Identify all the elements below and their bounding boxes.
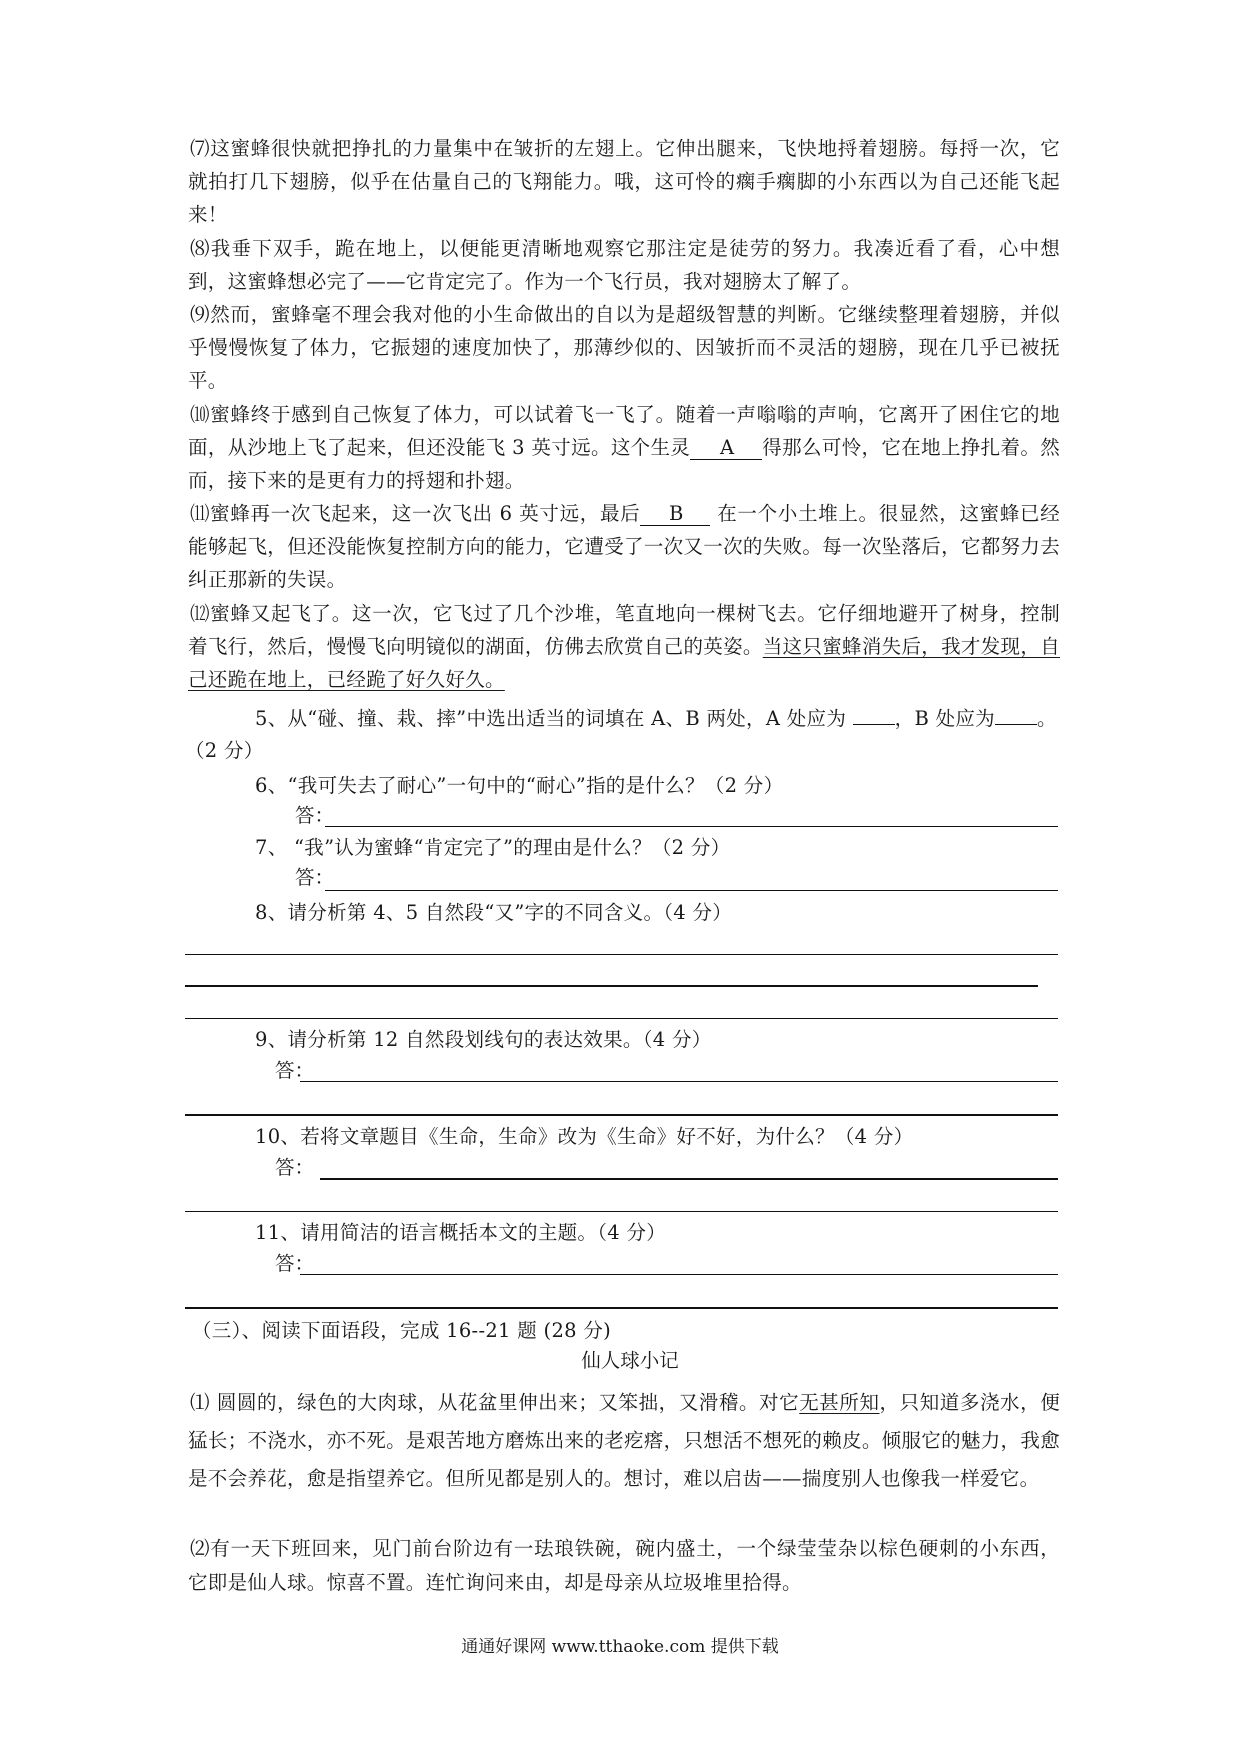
answer-line-8b[interactable] — [185, 985, 1038, 987]
question-7: 7、 “我”认为蜜蜂“肯定完了”的理由是什么？（2 分） — [255, 836, 731, 859]
paragraph-11 — [188, 497, 1060, 596]
question-5-score: （2 分） — [185, 739, 264, 762]
paragraph-8: ⑻我垂下双手，跪在地上，以便能更清晰地观察它那注定是徒劳的努力。我凑近看了看，心中想到，这蜜蜂想必完了——它肯定完了。作为一个飞行员，我对翅膀太了解了。 — [188, 237, 1060, 293]
page-footer: 通通好课网 www.tthaoke.com 提供下载 — [461, 1637, 779, 1657]
answer-line-11b[interactable] — [185, 1307, 1058, 1309]
paragraph-11-text-b: 在一个小土堆上。很显然，这蜜蜂已经能够起飞，但还没能恢复控制方向的能力，它遭受了一次又一次的失败。每一次坠落后，它都努力去纠正那新的失误。 — [188, 502, 1060, 591]
answer-line-10b[interactable] — [185, 1211, 1058, 1212]
section-3-paragraph-1-text-a: ⑴ 圆圆的，绿色的大肉球，从花盆里伸出来；又笨拙，又滑稽。对它 — [190, 1391, 800, 1414]
underlined-sentence: 当这只蜜蜂消失后，我才发现，自己还跪在地上，已经跪了好久好久。 — [188, 635, 1060, 691]
answer-line-10a[interactable] — [320, 1178, 1058, 1180]
underlined-phrase: 无甚所知 — [799, 1391, 880, 1414]
answer-label-6: 答： — [295, 804, 335, 827]
answer-blank-a[interactable] — [853, 724, 895, 725]
section-3-paragraph-1-text-b: ，只知道多浇水，便猛长；不浇水，亦不死。是艰苦地方磨炼出来的老疙瘩，只想活不想死的赖皮。倾服它的魅力，我愈是不会养花，愈是指望养它。但所见都是别人的。想讨，难以启齿——揣度别人也像我一样爱它。 — [188, 1391, 1060, 1490]
question-10: 10、若将文章题目《生命，生命》改为《生命》好不好，为什么？（4 分） — [255, 1125, 914, 1148]
blank-a: A — [690, 437, 762, 460]
answer-label-11: 答： — [275, 1252, 315, 1275]
question-5 — [255, 704, 1057, 734]
question-6: 6、“我可失去了耐心”一句中的“耐心”指的是什么？（2 分） — [255, 774, 784, 797]
paragraph-10 — [188, 398, 1060, 497]
answer-line-6[interactable] — [325, 826, 1058, 827]
question-9: 9、请分析第 12 自然段划线句的表达效果。（4 分） — [255, 1028, 712, 1051]
section-3-heading: （三）、阅读下面语段，完成 16--21 题 (28 分) — [192, 1319, 612, 1342]
question-5-text-b: ，B 处应为 — [894, 707, 995, 730]
paragraph-7: ⑺这蜜蜂很快就把挣扎的力量集中在皱折的左翅上。它伸出腿来，飞快地捋着翅膀。每捋一次，它就拍打几下翅膀，似乎在估量自己的飞翔能力。哦，这可怜的瘸手瘸脚的小东西以为自己还能飞起来！ — [188, 137, 1060, 226]
paragraph-12-text: ⑿蜜蜂又起飞了。这一次，它飞过了几个沙堆，笔直地向一棵树飞去。它仔细地避开了树身，控制着飞行，然后，慢慢飞向明镜似的湖面，仿佛去欣赏自己的英姿。 — [188, 602, 1060, 658]
question-8: 8、请分析第 4、5 自然段“又”字的不同含义。（4 分） — [255, 901, 733, 924]
paragraph-11-text-a: ⑾蜜蜂再一次飞起来，这一次飞出 6 英寸远，最后 — [190, 502, 641, 525]
answer-line-8a[interactable] — [185, 954, 1058, 955]
paragraph-12 — [188, 597, 1060, 696]
blank-b: B — [640, 503, 710, 526]
answer-label-7: 答： — [295, 866, 335, 889]
question-11: 11、请用简洁的语言概括本文的主题。（4 分） — [255, 1221, 667, 1244]
paragraph-9: ⑼然而，蜜蜂毫不理会我对他的小生命做出的自以为是超级智慧的判断。它继续整理着翅膀，并似乎慢慢恢复了体力，它振翅的速度加快了，那薄纱似的、因皱折而不灵活的翅膀，现在几乎已被抚平。 — [188, 303, 1060, 392]
answer-line-8c[interactable] — [185, 1018, 1058, 1019]
question-5-text-a: 5、从“碰、撞、栽、摔”中选出适当的词填在 A、B 两处，A 处应为 — [255, 707, 847, 730]
answer-blank-b[interactable] — [995, 724, 1037, 725]
section-3-paragraph-1 — [188, 1384, 1060, 1498]
paragraph-10-text-a: ⑽蜜蜂终于感到自己恢复了体力，可以试着飞一飞了。随着一声嗡嗡的声响，它离开了困住它的地面，从沙地上飞了起来，但还没能飞 3 英寸远。这个生灵 — [188, 403, 1060, 459]
section-3-paragraph-2: ⑵有一天下班回来，见门前台阶边有一珐琅铁碗，碗内盛土，一个绿莹莹杂以棕色硬刺的小东西，它即是仙人球。惊喜不置。连忙询问来由，却是母亲从垃圾堆里拾得。 — [188, 1537, 1060, 1594]
answer-line-7[interactable] — [325, 890, 1058, 891]
question-5-text-c: 。 — [1036, 707, 1057, 730]
answer-line-9a[interactable] — [300, 1081, 1058, 1082]
answer-label-9: 答： — [275, 1059, 315, 1082]
paragraph-10-text-b: 得那么可怜，它在地上挣扎着。然而，接下来的是更有力的捋翅和扑翅。 — [188, 436, 1060, 492]
answer-line-9b[interactable] — [185, 1114, 1058, 1116]
article-title: 仙人球小记 — [581, 1349, 679, 1372]
answer-label-10: 答： — [275, 1156, 315, 1179]
answer-line-11a[interactable] — [300, 1274, 1058, 1275]
